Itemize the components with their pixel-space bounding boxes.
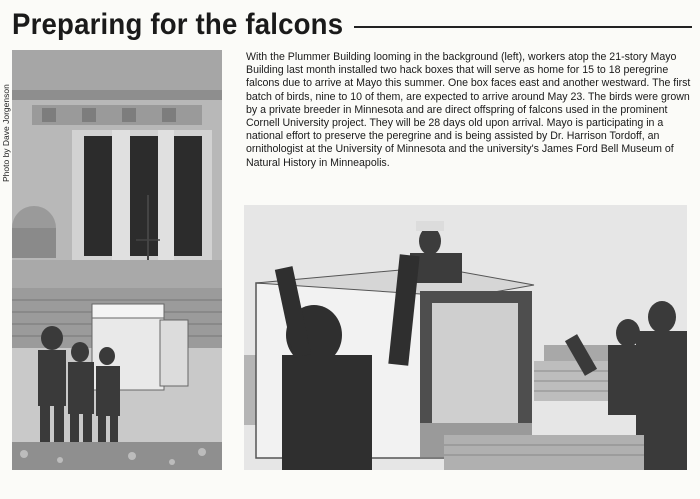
headline-rule <box>354 26 692 28</box>
photo-plummer-building-image <box>12 50 222 470</box>
photo-hack-box-install <box>244 205 687 470</box>
photo-credit: Photo by Dave Jorgenson <box>1 84 11 182</box>
article-body: With the Plummer Building looming in the background (left), workers atop the 21-story Mayo Building last month installed two hack boxes that will serve as home for 15 to 18 peregrine falcons due to arrive at Mayo this summer. One box faces east and another westward. The first batch of birds, nine to 10 of them, are expected to arrive around May 23. The birds were grown by a private breeder in Minnesota and are direct offspring of falcons used in the prominent Cornell University project. They will be 28 days old upon arrival. Mayo is participating in a national effort to preserve the peregrine and is being assisted by Dr. Harrison Tordoff, an ornithologist at the University of Minnesota and the university's James Ford Bell Museum of Natural History in Minneapolis. <box>246 51 691 169</box>
headline-row <box>12 4 692 46</box>
headline: Preparing for the falcons <box>12 8 344 41</box>
photo-hack-box-install-image <box>244 205 687 470</box>
photo-plummer-building <box>12 50 222 470</box>
